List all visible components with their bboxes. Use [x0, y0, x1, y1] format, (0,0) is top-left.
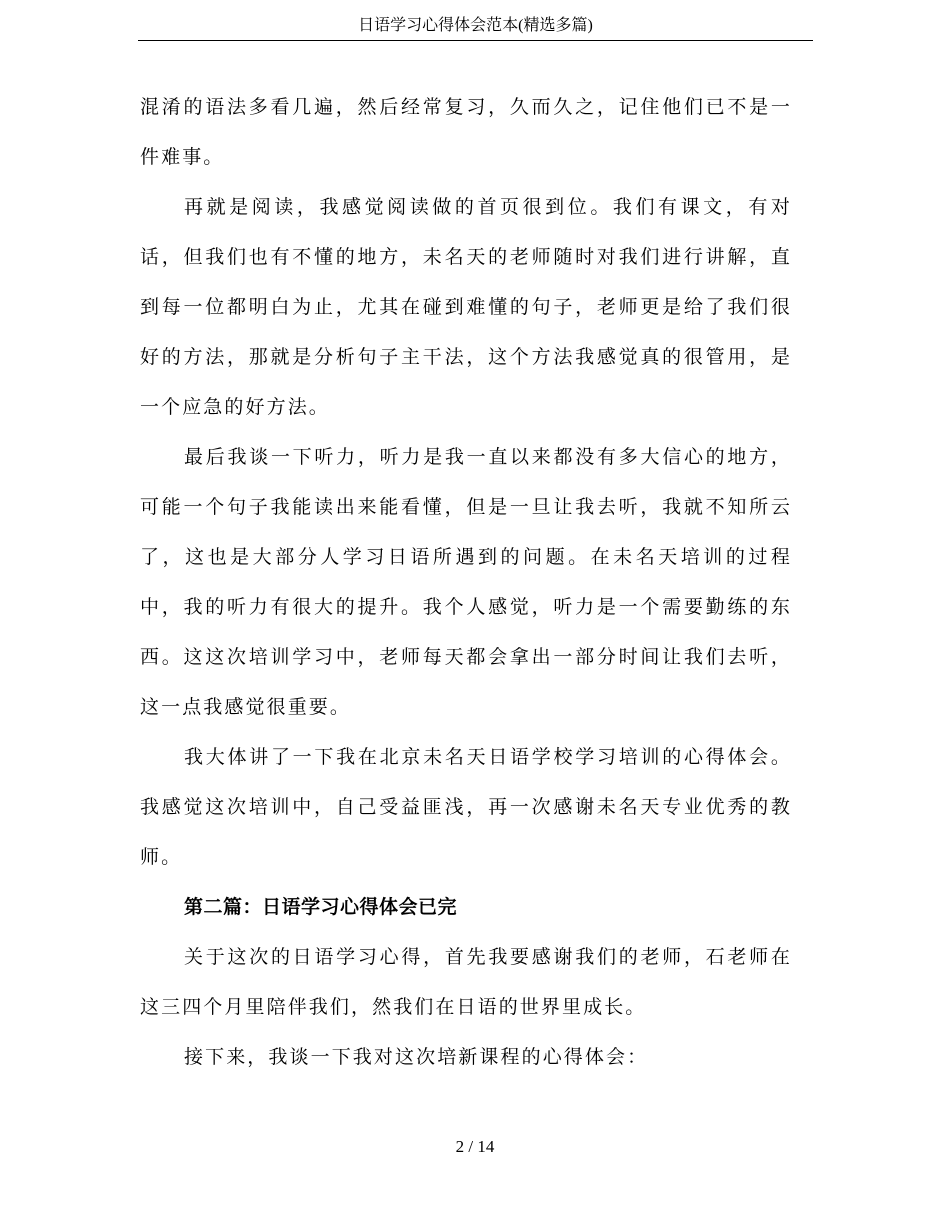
- document-body: [140, 82, 792, 1082]
- section-heading: 第二篇：日语学习心得体会已完: [184, 896, 458, 918]
- page-header: [138, 14, 813, 41]
- paragraph-grammar-continued: 混淆的语法多看几遍，然后经常复习，久而久之，记住他们已不是一件难事。: [140, 96, 792, 168]
- paragraph-listening: 最后我谈一下听力，听力是我一直以来都没有多大信心的地方，可能一个句子我能读出来能看懂，但是一旦让我去听，我就不知所云了，这也是大部分人学习日语所遇到的问题。在未名天培训的过程中，我的听力有很大的提升。我个人感觉，听力是一个需要勤练的东西。这这次培训学习中，老师每天都会拿出一部分时间让我们去听，这一点我感觉很重要。: [140, 446, 792, 718]
- page-number: 2 / 14: [455, 1137, 495, 1156]
- paragraph-thanks: 关于这次的日语学习心得，首先我要感谢我们的老师，石老师在这三四个月里陪伴我们，然我们在日语的世界里成长。: [140, 946, 792, 1018]
- paragraph-intro-next: 接下来，我谈一下我对这次培新课程的心得体会：: [184, 1046, 649, 1068]
- paragraph-summary: 我大体讲了一下我在北京未名天日语学校学习培训的心得体会。我感觉这次培训中，自己受益匪浅，再一次感谢未名天专业优秀的教师。: [140, 746, 792, 868]
- page-footer: [0, 1136, 950, 1158]
- paragraph-reading: 再就是阅读，我感觉阅读做的首页很到位。我们有课文，有对话，但我们也有不懂的地方，未名天的老师随时对我们进行讲解，直到每一位都明白为止，尤其在碰到难懂的句子，老师更是给了我们很好的方法，那就是分析句子主干法，这个方法我感觉真的很管用，是一个应急的好方法。: [140, 196, 792, 418]
- document-title: 日语学习心得体会范本(精选多篇): [358, 17, 593, 34]
